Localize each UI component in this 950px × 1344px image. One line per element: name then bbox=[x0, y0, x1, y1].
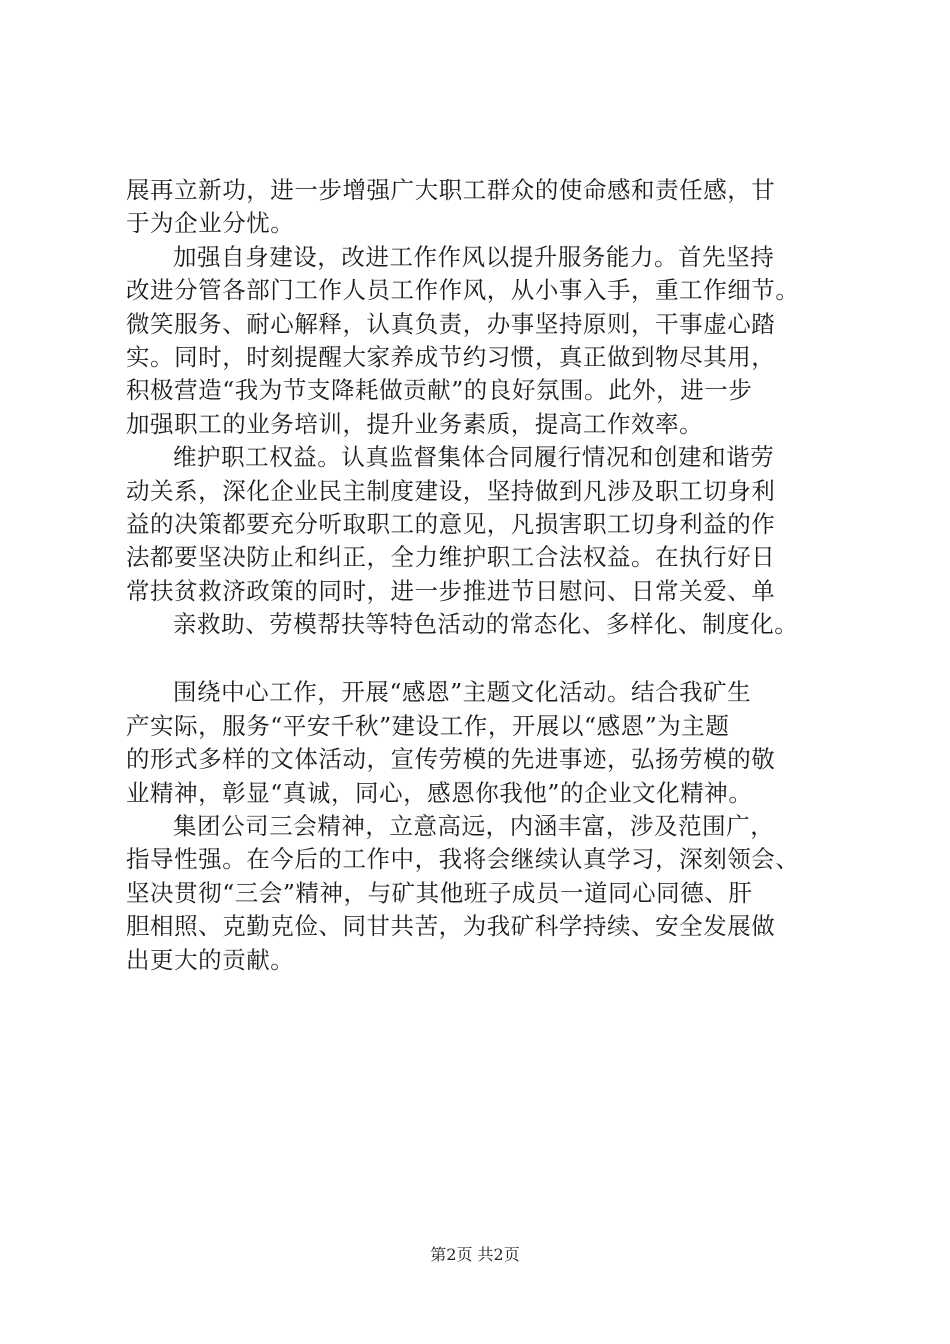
text-line: 于为企业分忧。 bbox=[126, 209, 295, 238]
document-body bbox=[126, 174, 856, 977]
paragraph-3 bbox=[126, 441, 856, 608]
page-number-footer: 第2页 共2页 bbox=[430, 1245, 520, 1264]
text-line: 常扶贫救济政策的同时，进一步推进节日慰问、日常关爱、单 bbox=[126, 576, 776, 605]
text-line: 胆相照、克勤克俭、同甘共苦，为我矿科学持续、安全发展做 bbox=[126, 912, 776, 941]
paragraph-4 bbox=[126, 608, 856, 641]
text-line: 改进分管各部门工作人员工作作风，从小事入手，重工作细节。 bbox=[126, 276, 800, 305]
text-line: 产实际，服务“平安千秋”建设工作，开展以“感恩”为主题 bbox=[126, 711, 730, 740]
text-line: 法都要坚决防止和纠正，全力维护职工合法权益。在执行好日 bbox=[126, 543, 776, 572]
paragraph-5 bbox=[126, 676, 856, 810]
text-line: 实。同时，时刻提醒大家养成节约习惯，真正做到物尽其用， bbox=[126, 342, 776, 371]
text-line: 维护职工权益。认真监督集体合同履行情况和创建和谐劳 bbox=[173, 443, 775, 472]
text-line: 益的决策都要充分听取职工的意见，凡损害职工切身利益的作 bbox=[126, 509, 776, 538]
paragraph-2 bbox=[126, 241, 856, 441]
paragraph-spacer bbox=[126, 641, 856, 676]
text-line: 出更大的贡献。 bbox=[126, 945, 295, 974]
text-line: 动关系，深化企业民主制度建设，坚持做到凡涉及职工切身利 bbox=[126, 476, 776, 505]
text-line: 集团公司三会精神，立意高远，内涵丰富，涉及范围广， bbox=[173, 812, 775, 841]
text-line: 指导性强。在今后的工作中，我将会继续认真学习，深刻领会、 bbox=[126, 845, 800, 874]
text-line: 积极营造“我为节支降耗做贡献”的良好氛围。此外，进一步 bbox=[126, 376, 753, 405]
text-line: 微笑服务、耐心解释，认真负责，办事坚持原则，干事虚心踏 bbox=[126, 309, 776, 338]
text-line: 加强职工的业务培训，提升业务素质，提高工作效率。 bbox=[126, 409, 704, 438]
text-line: 的形式多样的文体活动，宣传劳模的先进事迹，弘扬劳模的敬 bbox=[126, 745, 776, 774]
paragraph-6 bbox=[126, 810, 856, 977]
text-line: 亲救助、劳模帮扶等特色活动的常态化、多样化、制度化。 bbox=[173, 610, 799, 639]
text-line: 坚决贯彻“三会”精神，与矿其他班子成员一道同心同德、肝 bbox=[126, 878, 753, 907]
text-line: 加强自身建设，改进工作作风以提升服务能力。首先坚持 bbox=[173, 242, 775, 271]
paragraph-1 bbox=[126, 174, 856, 241]
text-line: 围绕中心工作，开展“感恩”主题文化活动。结合我矿生 bbox=[173, 678, 752, 707]
text-line: 业精神，彰显“真诚，同心，感恩你我他”的企业文化精神。 bbox=[126, 778, 753, 807]
text-line: 展再立新功，进一步增强广大职工群众的使命感和责任感，甘 bbox=[126, 176, 776, 204]
